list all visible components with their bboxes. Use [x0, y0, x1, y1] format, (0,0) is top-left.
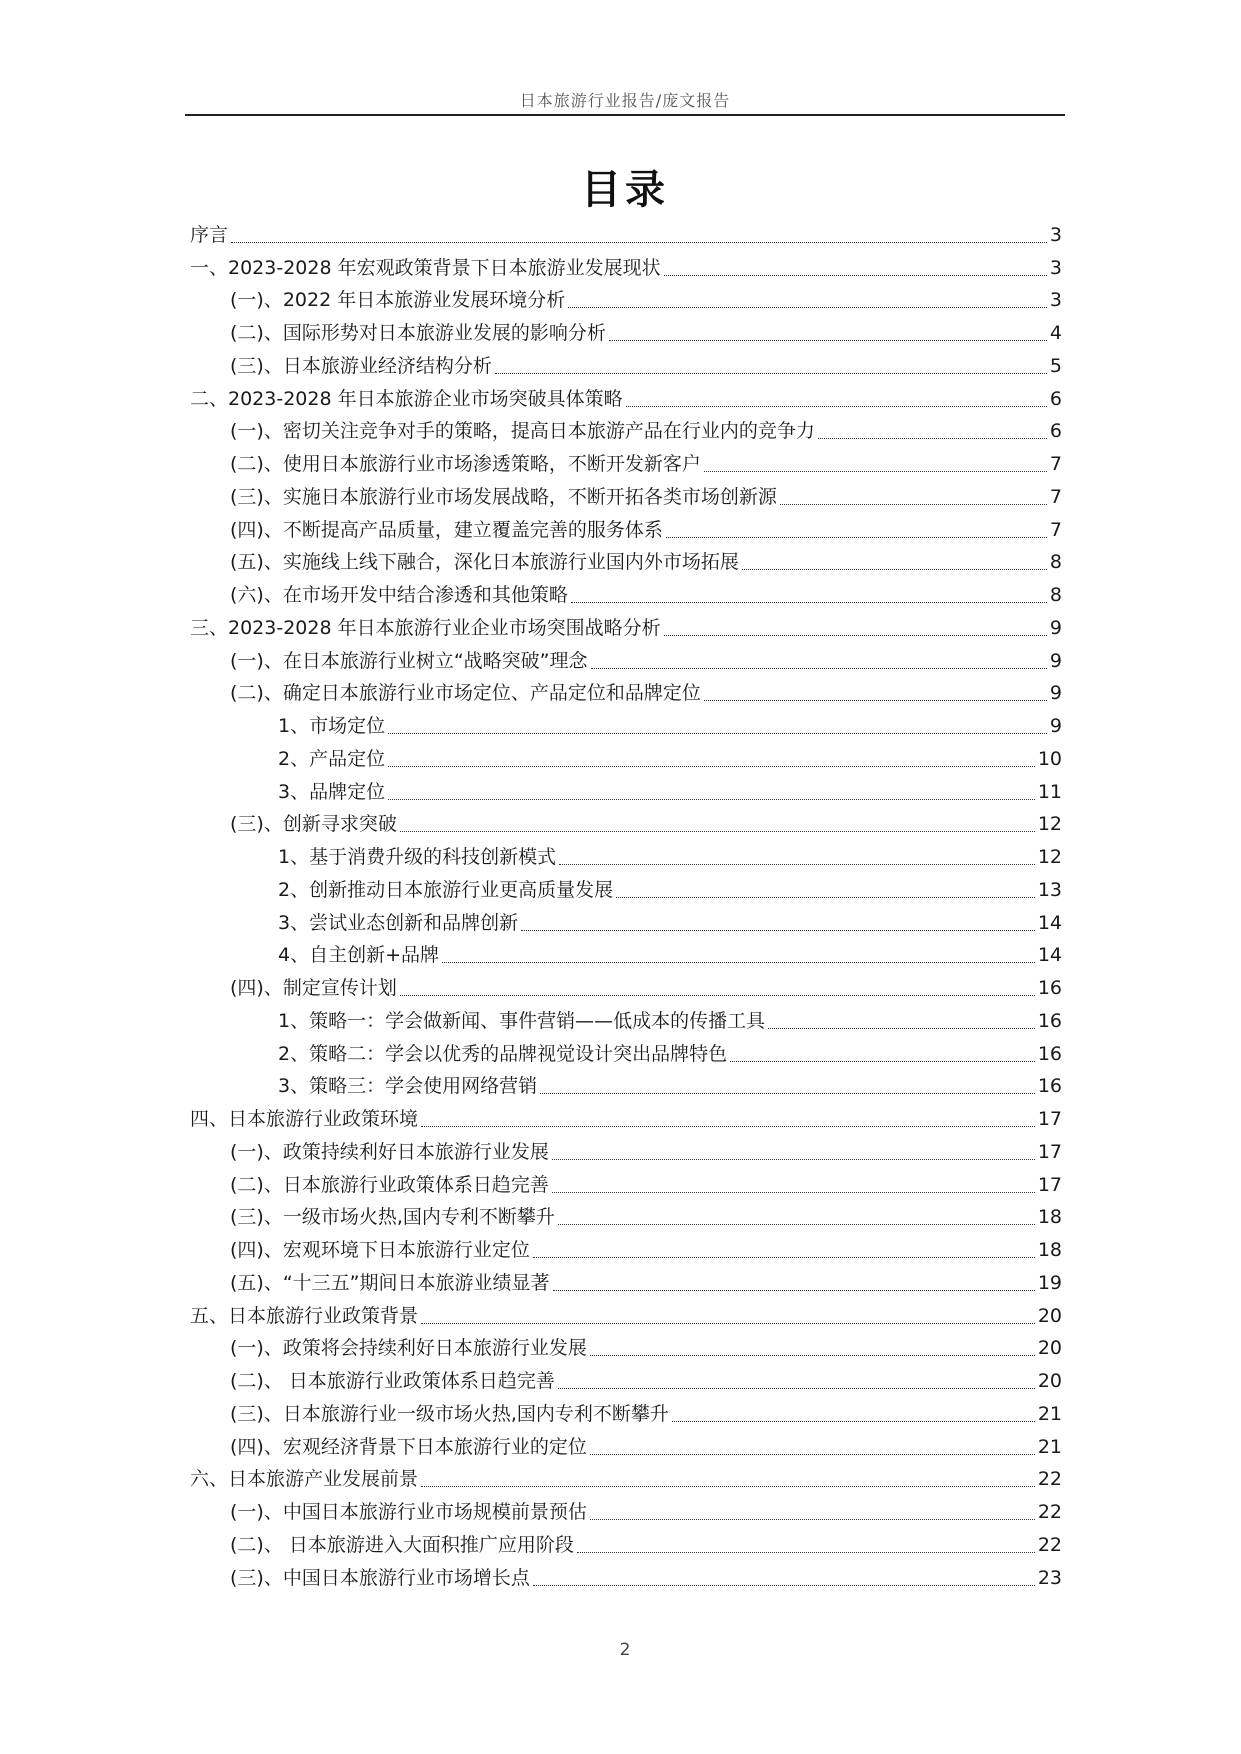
toc-entry-page: 18: [1037, 1206, 1062, 1229]
toc-entry[interactable]: [190, 1463, 1062, 1496]
toc-entry[interactable]: [190, 1266, 1062, 1299]
toc-entry[interactable]: [190, 1201, 1062, 1234]
toc-dot-leader: [421, 1323, 1035, 1324]
toc-entry[interactable]: [190, 1135, 1062, 1168]
toc-entry[interactable]: [190, 1364, 1062, 1397]
toc-entry-page: 22: [1037, 1533, 1062, 1556]
toc-entry[interactable]: [190, 939, 1062, 972]
toc-entry-page: 22: [1037, 1468, 1062, 1491]
toc-dot-leader: [421, 1126, 1035, 1127]
toc-dot-leader: [768, 1028, 1035, 1029]
toc-entry-page: 12: [1037, 813, 1062, 836]
toc-entry-title: (二)、使用日本旅游行业市场渗透策略，不断开发新客户: [230, 453, 701, 475]
toc-entry-page: 6: [1049, 387, 1062, 410]
toc-entry-page: 17: [1037, 1173, 1062, 1196]
toc-dot-leader: [400, 995, 1035, 996]
toc-entry-page: 3: [1049, 289, 1062, 312]
toc-dot-leader: [591, 668, 1047, 669]
toc-entry-title: 1、基于消费升级的科技创新模式: [278, 846, 557, 868]
toc-entry-page: 21: [1037, 1402, 1062, 1425]
page-title: 目录: [581, 167, 669, 213]
toc-dot-leader: [730, 1061, 1035, 1062]
toc-dot-leader: [495, 373, 1047, 374]
toc-entry[interactable]: [190, 644, 1062, 677]
toc-entry[interactable]: [190, 1299, 1062, 1332]
toc-entry[interactable]: [190, 513, 1062, 546]
toc-entry-title: 3、策略三：学会使用网络营销: [278, 1075, 538, 1098]
toc-dot-leader: [780, 504, 1047, 505]
toc-dot-leader: [626, 406, 1047, 407]
toc-entry[interactable]: [190, 218, 1062, 251]
table-of-contents: [190, 218, 1062, 1594]
toc-entry[interactable]: [190, 415, 1062, 448]
toc-entry-page: 20: [1037, 1337, 1062, 1360]
toc-dot-leader: [421, 1486, 1035, 1487]
toc-dot-leader: [590, 1454, 1035, 1455]
toc-dot-leader: [400, 831, 1035, 832]
toc-entry-page: 10: [1037, 747, 1062, 770]
toc-dot-leader: [672, 1421, 1035, 1422]
toc-entry-title: 1、策略一：学会做新闻、事件营销——低成本的传播工具: [278, 1009, 766, 1032]
toc-entry-title: (一)、密切关注竞争对手的策略，提高日本旅游产品在行业内的竞争力: [230, 420, 815, 443]
toc-entry-title: 六、日本旅游产业发展前景: [190, 1468, 419, 1491]
toc-entry-page: 17: [1037, 1108, 1062, 1130]
toc-entry-title: (一)、2022 年日本旅游业发展环境分析: [230, 289, 566, 312]
toc-entry-title: (五)、实施线上线下融合，深化日本旅游行业国内外市场拓展: [230, 551, 739, 574]
toc-entry[interactable]: [190, 971, 1062, 1004]
toc-entry-title: (三)、一级市场火热,国内专利不断攀升: [230, 1206, 555, 1229]
toc-entry[interactable]: [190, 1037, 1062, 1070]
toc-entry[interactable]: [190, 1004, 1062, 1037]
toc-entry-title: (四)、宏观环境下日本旅游行业定位: [230, 1239, 530, 1261]
toc-entry[interactable]: [190, 709, 1062, 742]
page-number: 2: [619, 1640, 631, 1660]
toc-entry-page: 11: [1037, 780, 1062, 803]
toc-entry[interactable]: [190, 1102, 1062, 1135]
toc-entry-title: (二)、国际形势对日本旅游业发展的影响分析: [230, 322, 606, 344]
toc-entry-page: 6: [1049, 420, 1062, 443]
toc-entry[interactable]: [190, 447, 1062, 480]
toc-entry[interactable]: [190, 1070, 1062, 1103]
toc-dot-leader: [704, 471, 1047, 472]
toc-entry[interactable]: [190, 1332, 1062, 1365]
toc-entry-title: (一)、在日本旅游行业树立“战略突破”理念: [230, 649, 588, 672]
toc-entry-page: 12: [1037, 846, 1062, 868]
toc-entry-page: 20: [1037, 1304, 1062, 1327]
toc-entry-page: 19: [1037, 1271, 1062, 1294]
toc-entry-title: (二)、确定日本旅游行业市场定位、产品定位和品牌定位: [230, 682, 701, 705]
toc-entry-title: (二)、日本旅游行业政策体系日趋完善: [230, 1173, 549, 1196]
toc-entry[interactable]: [190, 742, 1062, 775]
toc-entry[interactable]: [190, 611, 1062, 644]
toc-entry-page: 16: [1037, 1009, 1062, 1032]
toc-entry[interactable]: [190, 284, 1062, 317]
toc-dot-leader: [590, 1519, 1035, 1520]
toc-entry-page: 20: [1037, 1370, 1062, 1392]
toc-entry-title: (三)、中国日本旅游行业市场增长点: [230, 1566, 530, 1589]
toc-entry-title: 2、创新推动日本旅游行业更高质量发展: [278, 878, 614, 901]
toc-entry-page: 23: [1037, 1566, 1062, 1589]
toc-entry[interactable]: [190, 1233, 1062, 1266]
toc-entry-page: 9: [1049, 616, 1062, 639]
toc-entry-page: 5: [1049, 354, 1062, 377]
toc-entry-page: 22: [1037, 1501, 1062, 1523]
toc-entry[interactable]: [190, 480, 1062, 513]
toc-entry-title: 2、产品定位: [278, 747, 386, 770]
toc-dot-leader: [533, 1257, 1035, 1258]
toc-entry[interactable]: [190, 1561, 1062, 1594]
toc-entry-title: (三)、日本旅游业经济结构分析: [230, 354, 492, 377]
toc-entry-title: 2、策略二：学会以优秀的品牌视觉设计突出品牌特色: [278, 1042, 728, 1065]
toc-entry-page: 14: [1037, 911, 1062, 934]
toc-entry-page: 3: [1049, 223, 1062, 246]
toc-entry-title: 五、日本旅游行业政策背景: [190, 1304, 419, 1327]
toc-entry-title: 4、自主创新+品牌: [278, 944, 440, 967]
toc-dot-leader: [231, 242, 1047, 243]
toc-entry[interactable]: [190, 873, 1062, 906]
toc-entry-title: 3、尝试业态创新和品牌创新: [278, 911, 519, 934]
toc-entry-page: 8: [1049, 551, 1062, 574]
toc-entry-title: (二)、 日本旅游行业政策体系日趋完善: [230, 1370, 555, 1392]
toc-entry-page: 21: [1037, 1435, 1062, 1458]
toc-entry-title: 1、市场定位: [278, 715, 386, 737]
toc-dot-leader: [559, 864, 1035, 865]
toc-dot-leader: [552, 1159, 1035, 1160]
toc-entry-page: 7: [1049, 518, 1062, 541]
toc-entry[interactable]: [190, 316, 1062, 349]
toc-dot-leader: [558, 1388, 1035, 1389]
toc-entry-page: 9: [1049, 649, 1062, 672]
toc-entry-title: 三、2023-2028 年日本旅游行业企业市场突围战略分析: [190, 616, 661, 639]
toc-entry-page: 18: [1037, 1239, 1062, 1261]
toc-entry[interactable]: [190, 775, 1062, 808]
toc-entry[interactable]: [190, 1495, 1062, 1528]
toc-entry-title: 二、2023-2028 年日本旅游企业市场突破具体策略: [190, 387, 623, 410]
toc-entry-title: (五)、“十三五”期间日本旅游业绩显著: [230, 1271, 550, 1294]
toc-entry-title: (一)、政策持续利好日本旅游行业发展: [230, 1140, 549, 1163]
toc-entry-page: 7: [1049, 485, 1062, 508]
toc-entry-title: (四)、宏观经济背景下日本旅游行业的定位: [230, 1435, 587, 1458]
toc-entry-title: (一)、政策将会持续利好日本旅游行业发展: [230, 1337, 587, 1360]
toc-entry-page: 16: [1037, 977, 1062, 999]
toc-dot-leader: [818, 438, 1047, 439]
toc-dot-leader: [540, 1093, 1035, 1094]
toc-entry[interactable]: [190, 808, 1062, 841]
toc-entry-title: (三)、实施日本旅游行业市场发展战略，不断开拓各类市场创新源: [230, 485, 777, 508]
toc-entry-title: (二)、 日本旅游进入大面积推广应用阶段: [230, 1533, 574, 1556]
toc-entry[interactable]: [190, 1430, 1062, 1463]
toc-dot-leader: [704, 700, 1047, 701]
toc-dot-leader: [664, 275, 1047, 276]
toc-entry-page: 17: [1037, 1140, 1062, 1163]
toc-dot-leader: [388, 733, 1047, 734]
toc-entry[interactable]: [190, 840, 1062, 873]
toc-entry-title: 四、日本旅游行业政策环境: [190, 1108, 419, 1130]
toc-dot-leader: [388, 766, 1035, 767]
toc-entry-page: 8: [1049, 584, 1062, 606]
running-header: 日本旅游行业报告/庞文报告: [519, 91, 731, 110]
toc-dot-leader: [553, 1290, 1035, 1291]
toc-dot-leader: [558, 1224, 1035, 1225]
toc-dot-leader: [577, 1552, 1035, 1553]
toc-entry-title: (六)、在市场开发中结合渗透和其他策略: [230, 584, 568, 606]
toc-entry-page: 9: [1049, 715, 1062, 737]
toc-dot-leader: [666, 537, 1047, 538]
header-divider: [185, 114, 1065, 116]
toc-entry-page: 7: [1049, 453, 1062, 475]
toc-entry[interactable]: [190, 349, 1062, 382]
toc-dot-leader: [533, 1585, 1035, 1586]
toc-entry-title: (一)、中国日本旅游行业市场规模前景预估: [230, 1501, 587, 1523]
toc-entry-page: 4: [1049, 322, 1062, 344]
toc-entry-title: 3、品牌定位: [278, 780, 386, 803]
toc-dot-leader: [388, 799, 1035, 800]
toc-dot-leader: [442, 962, 1035, 963]
toc-dot-leader: [568, 307, 1047, 308]
toc-entry-page: 9: [1049, 682, 1062, 705]
toc-entry-page: 16: [1037, 1042, 1062, 1065]
toc-entry-page: 16: [1037, 1075, 1062, 1098]
toc-entry[interactable]: [190, 251, 1062, 284]
toc-entry-title: 序言: [190, 223, 229, 246]
toc-dot-leader: [590, 1355, 1035, 1356]
toc-dot-leader: [552, 1192, 1035, 1193]
toc-entry[interactable]: [190, 1528, 1062, 1561]
toc-dot-leader: [521, 930, 1035, 931]
toc-entry[interactable]: [190, 677, 1062, 710]
toc-entry-page: 14: [1037, 944, 1062, 967]
toc-dot-leader: [609, 340, 1047, 341]
toc-entry-title: 一、2023-2028 年宏观政策背景下日本旅游业发展现状: [190, 256, 661, 279]
toc-entry[interactable]: [190, 546, 1062, 579]
toc-entry-title: (三)、创新寻求突破: [230, 813, 397, 836]
toc-entry-title: (四)、不断提高产品质量，建立覆盖完善的服务体系: [230, 518, 663, 541]
toc-dot-leader: [571, 602, 1047, 603]
toc-entry[interactable]: [190, 906, 1062, 939]
toc-dot-leader: [742, 569, 1047, 570]
toc-entry-page: 13: [1037, 878, 1062, 901]
toc-entry[interactable]: [190, 578, 1062, 611]
toc-entry-title: (三)、日本旅游行业一级市场火热,国内专利不断攀升: [230, 1402, 669, 1425]
toc-dot-leader: [616, 897, 1035, 898]
toc-entry[interactable]: [190, 382, 1062, 415]
toc-dot-leader: [664, 635, 1047, 636]
toc-entry-page: 3: [1049, 256, 1062, 279]
toc-entry[interactable]: [190, 1168, 1062, 1201]
toc-entry-title: (四)、制定宣传计划: [230, 977, 397, 999]
toc-entry[interactable]: [190, 1397, 1062, 1430]
